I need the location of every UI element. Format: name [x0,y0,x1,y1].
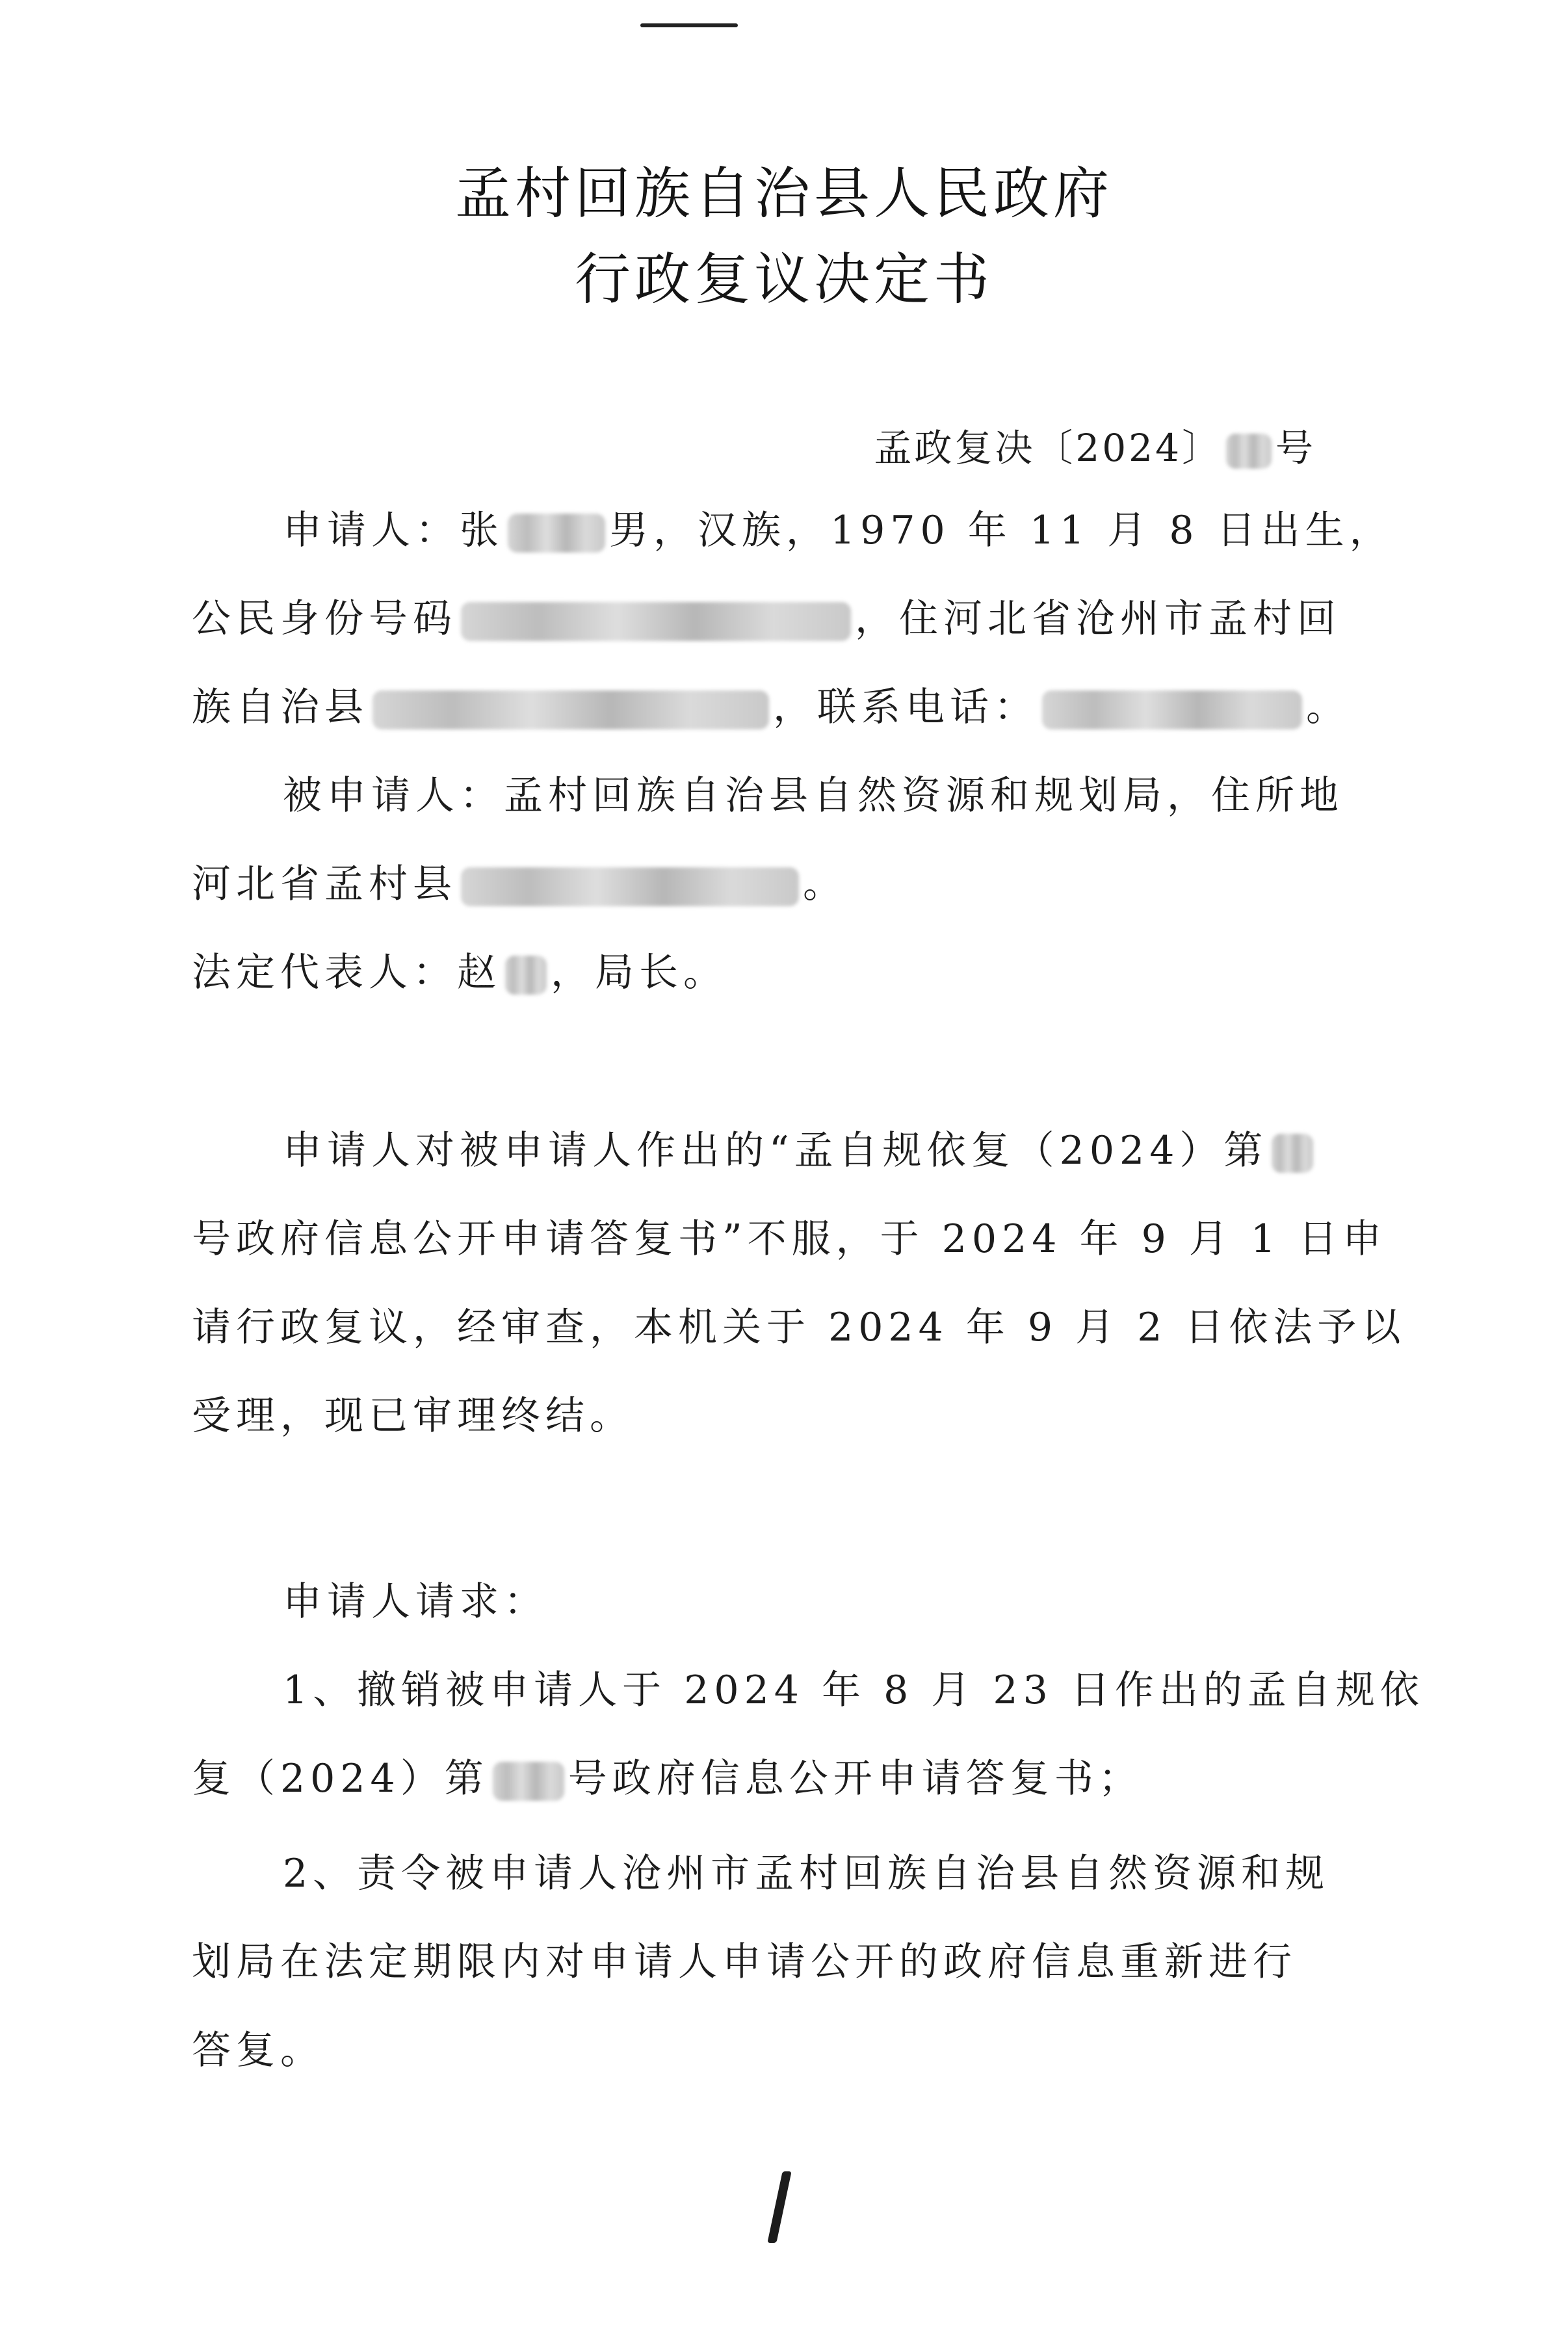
handwritten-page-mark [767,2171,791,2243]
redacted-name [508,514,605,553]
redacted-rep-name [505,956,547,995]
applicant-line-2 [192,593,1341,645]
id-label: 公民身份号码 [192,596,457,642]
request-1-line-2 [192,1753,1323,1805]
address-start: ，住河北省沧州市孟村回 [855,596,1341,642]
applicant-line-1 [283,504,1394,556]
redacted-request-number [493,1762,564,1801]
respondent-end: 。 [803,861,847,907]
request-1-suffix: 号政府信息公开申请答复书； [568,1756,1143,1801]
request-1-prefix: 复（2024）第 [192,1756,489,1801]
document-title: 行政复议决定书 [575,247,993,312]
address-county: 族自治县 [192,685,369,730]
request-2-line-2: 划局在法定期限内对申请人申请公开的政府信息重新进行 [192,1939,1297,1985]
request-2-line-3: 答复。 [192,2028,324,2073]
redacted-address [372,690,769,729]
redacted-id-number [461,602,851,641]
redacted-reply-number [1272,1134,1313,1173]
document-number-suffix: 号 [1275,426,1316,470]
body-text: 申请人对被申请人作出的“孟自规依复（2024）第 [283,1128,1268,1173]
respondent-line-2 [192,858,1323,910]
document-number [874,417,1316,472]
redacted-number [1226,434,1272,469]
applicant-end: 。 [1306,685,1350,730]
issuer-title: 孟村回族自治县人民政府 [455,161,1113,226]
redacted-respondent-address [461,867,799,906]
phone-label: ，联系电话： [773,685,1038,730]
applicant-line-3 [192,681,1350,733]
body-line-2: 号政府信息公开申请答复书”不服，于 2024 年 9 月 1 日申 [192,1216,1387,1262]
redacted-phone [1042,690,1302,729]
legal-representative [192,947,1323,999]
body-line-4: 受理，现已审理终结。 [192,1393,634,1439]
handwritten-dash-mark [640,23,738,27]
body-line-1 [283,1125,1323,1177]
request-1-line-1: 1、撤销被申请人于 2024 年 8 月 23 日作出的孟自规依 [283,1668,1424,1713]
respondent-address: 河北省孟村县 [192,861,457,907]
respondent-line-1: 被申请人：孟村回族自治县自然资源和规划局，住所地 [283,773,1344,818]
body-line-3: 请行政复议，经审查，本机关于 2024 年 9 月 2 日依法予以 [192,1305,1406,1350]
document-number-prefix: 孟政复决〔2024〕 [874,426,1222,470]
rep-label: 法定代表人：赵 [192,950,501,995]
applicant-info: 男，汉族，1970 年 11 月 8 日出生， [609,508,1394,553]
requests-heading: 申请人请求： [283,1579,548,1625]
request-2-line-1: 2、责令被申请人沧州市孟村回族自治县自然资源和规 [283,1851,1330,1896]
rep-title: ，局长。 [551,950,727,995]
applicant-label: 申请人：张 [283,508,504,553]
